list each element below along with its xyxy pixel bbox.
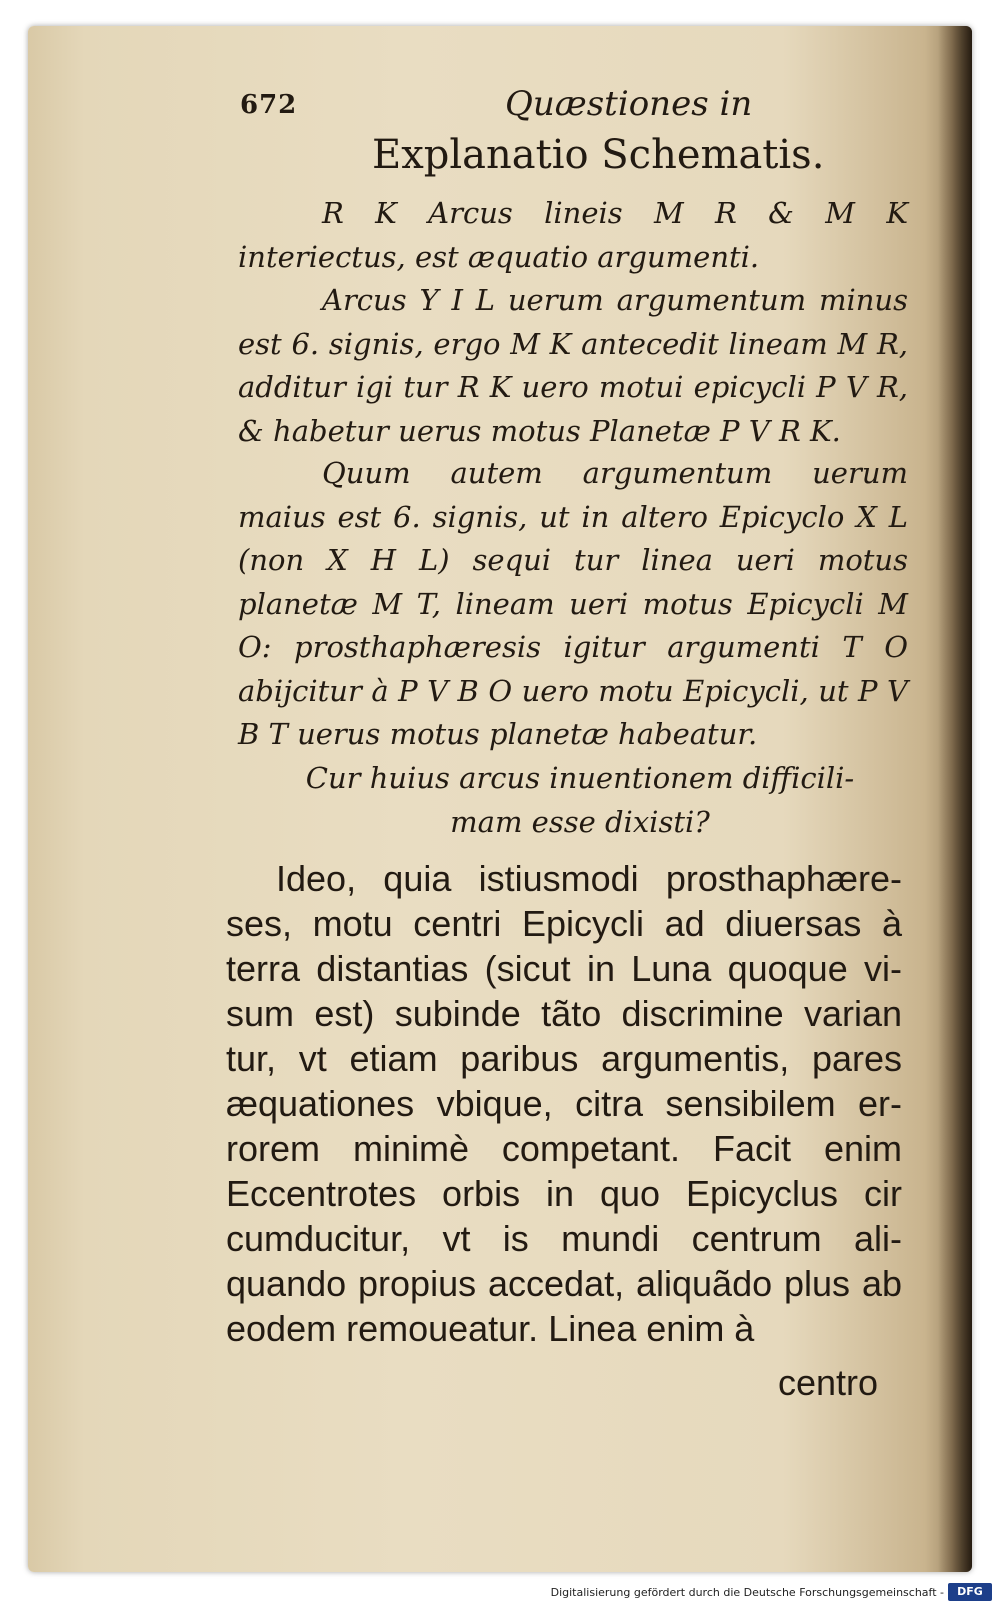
running-head: Quæstiones in xyxy=(505,84,753,124)
section-title: Explanatio Schematis. xyxy=(372,132,825,178)
paragraph-3: Quum autem argumentum uerum maius est 6. signis, ut in altero Epicyclo X L (non X H L) sequi tur linea ueri motus planetæ M T, lineam ueri motus Epicycli M O: prosthaphæresis igitur argumenti T O abijcitur à P V B O uero motu Epicycli, ut P V B T uerus motus planetæ habeatur. xyxy=(238,456,908,751)
page-binding-edge xyxy=(938,26,972,1572)
funding-notice: Digitalisierung gefördert durch die Deutsche Forschungsgemeinschaft - xyxy=(550,1586,944,1599)
answer-paragraph: Ideo, quia istiusmodi prosthaphære- ses, motu centri Epicycli ad diuersas à terra distantias (sicut in Luna quoque vi- sum est) subinde tãto discrimine varian tur, vt etiam paribus argumentis, pares æquationes vbique, citra sensibilem er- rorem minimè competant. Facit enim Eccentrotes orbis in quo Epicyclus cir cumducitur, vt is mundi centrum ali- quando propius accedat, aliquãdo plus ab eodem remoueatur. Linea enim à xyxy=(226,858,902,1349)
footer-bar xyxy=(0,1580,1000,1607)
question-heading: Cur huius arcus inuentionem difficili- mam esse dixisti? xyxy=(305,761,855,839)
page-number: 672 xyxy=(240,90,298,120)
paragraph-1: R K Arcus lineis M R & M K interiectus, est æquatio argumenti. xyxy=(238,196,908,274)
catchword: centro xyxy=(778,1362,879,1403)
dfg-logo-icon: DFG xyxy=(948,1583,992,1601)
paragraph-2: Arcus Y I L uerum argumentum minus est 6. signis, ergo M K antecedit lineam M R, additur igi tur R K uero motui epicycli P V R, & habetur uerus motus Planetæ P V R K. xyxy=(238,283,908,448)
